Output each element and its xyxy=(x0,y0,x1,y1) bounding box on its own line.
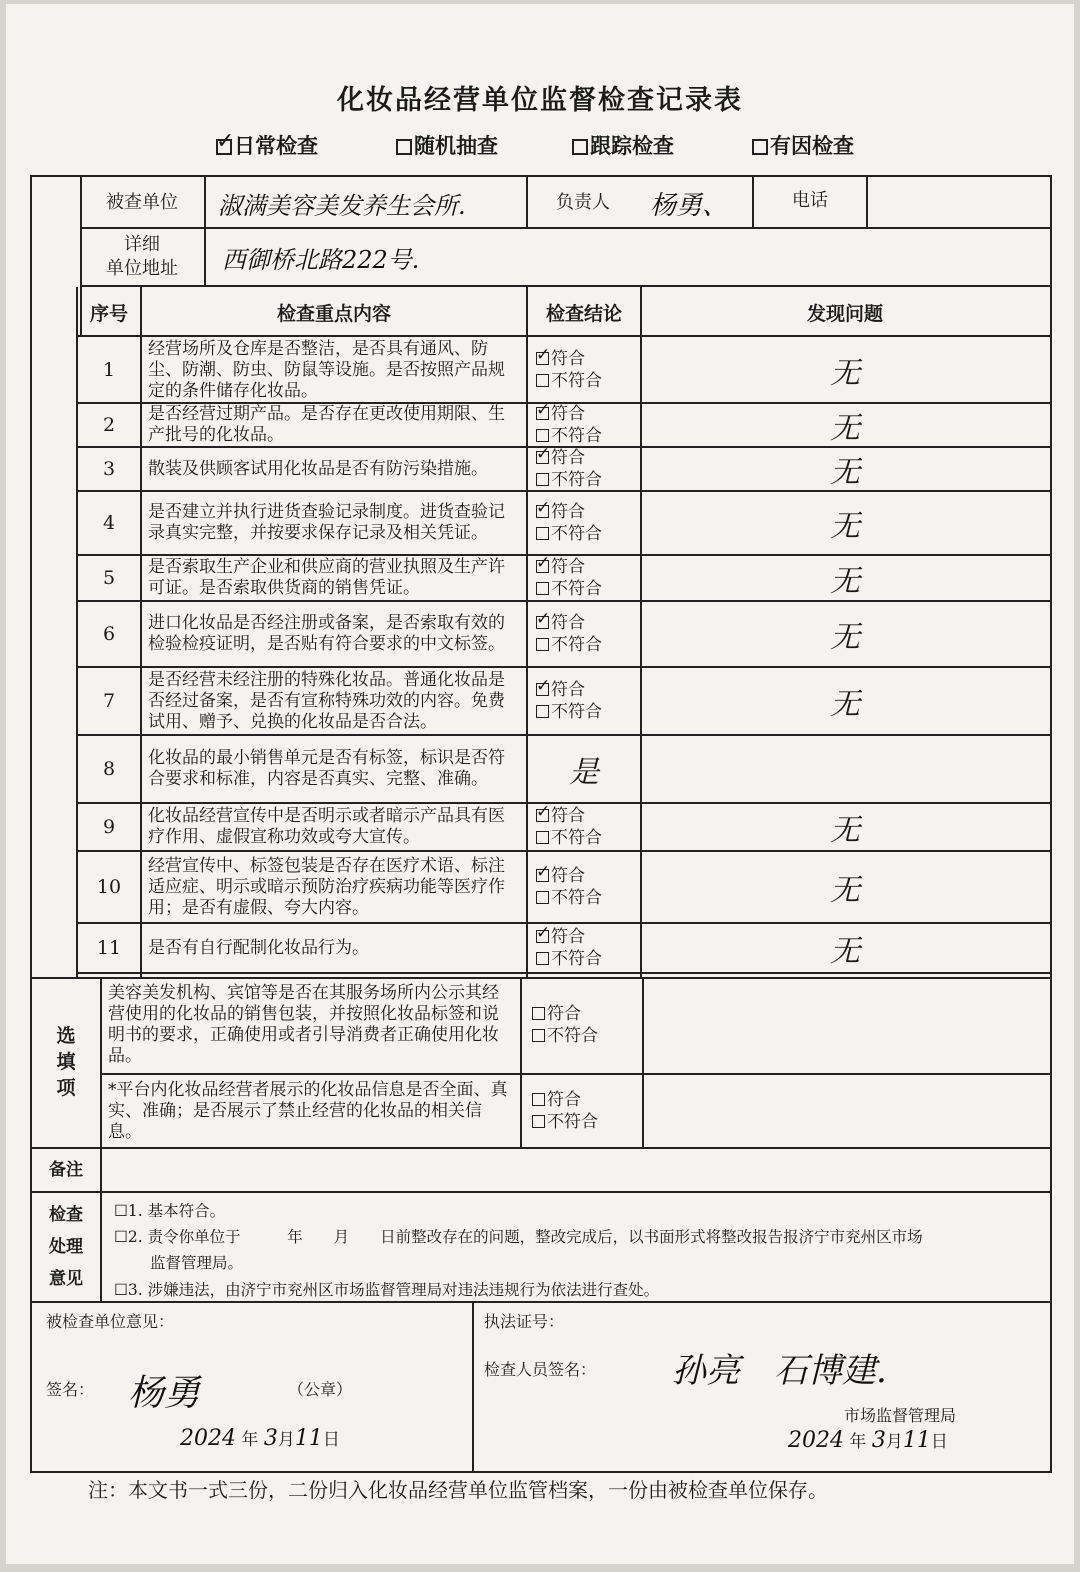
checkbox-icon[interactable] xyxy=(536,582,549,595)
option-fail[interactable]: 不符合 xyxy=(536,425,602,447)
option-pass[interactable]: ✓符合 xyxy=(536,612,585,634)
item-result xyxy=(528,667,640,735)
grid-line xyxy=(76,287,78,977)
checkbox-icon[interactable] xyxy=(572,139,588,155)
optional-label: 选填项 xyxy=(56,1025,76,1099)
checkbox-icon[interactable] xyxy=(536,473,549,486)
checkbox-icon[interactable] xyxy=(536,930,549,943)
option-pass[interactable]: ✓符合 xyxy=(536,348,585,370)
item-issue: 无 xyxy=(830,873,860,908)
grid-line xyxy=(472,1301,474,1473)
grid-line xyxy=(866,177,868,229)
footnote: 注：本文书一式三份，二份归入化妆品经营单位监管档案，一份由被检查单位保存。 xyxy=(88,1478,828,1502)
item-result: 是 xyxy=(569,755,599,790)
item-number: 4 xyxy=(102,512,116,534)
inspector-label: 检查人员签名： xyxy=(484,1360,597,1379)
grid-line xyxy=(32,1301,1052,1303)
agency-date: 2024 年 3月11日 xyxy=(788,1428,948,1453)
option-fail[interactable]: 不符合 xyxy=(536,948,602,970)
grid-line xyxy=(752,177,754,229)
opinion-option-3[interactable]: ☐3. 涉嫌违法，由济宁市兖州区市场监督管理局对违法违规行为依法进行查处。 xyxy=(114,1281,660,1299)
grid-line xyxy=(100,1073,1052,1075)
item-content: 是否经营未经注册的特殊化妆品。普通化妆品是否经过备案，是否有宣称特殊功效的内容。免费试用、赠予、兑换的化妆品是否合法。 xyxy=(148,669,505,732)
phone-label: 电话 xyxy=(792,190,828,211)
checkbox-icon[interactable] xyxy=(396,139,412,155)
type-random[interactable]: 随机抽查 xyxy=(396,130,498,160)
inspection-table xyxy=(30,175,1052,1473)
item-number: 2 xyxy=(102,414,116,436)
type-routine[interactable]: ✓日常检查 xyxy=(216,130,318,160)
item-issue: 无 xyxy=(830,620,860,655)
item-number: 7 xyxy=(102,690,116,712)
option-fail[interactable]: 不符合 xyxy=(532,1025,598,1047)
item-number: 1 xyxy=(102,359,116,381)
unit-value: 淑满美容美发养生会所. xyxy=(218,191,466,220)
grid-line xyxy=(526,287,528,977)
form-title: 化妆品经营单位监督检查记录表 xyxy=(337,85,743,116)
address-value: 西御桥北路222号. xyxy=(222,245,420,274)
phone-value xyxy=(868,177,1048,225)
remarks-label: 备注 xyxy=(49,1160,83,1180)
item-content: 是否建立并执行进货查验记录制度。进货查验记录真实完整，并按要求保存记录及相关凭证。 xyxy=(148,502,505,543)
option-pass[interactable]: 符合 xyxy=(532,1089,581,1111)
checkbox-icon[interactable] xyxy=(536,451,549,464)
optional-result-1 xyxy=(524,977,642,1073)
item-content: 经营场所及仓库是否整洁，是否具有通风、防尘、防潮、防虫、防鼠等设施。是否按照产品规定的条件储存化妆品。 xyxy=(148,338,505,401)
opinion-option-2[interactable]: ☐2. 责令你单位于 年 月 日前整改存在的问题，整改完成后，以书面形式将整改报告报济宁市兖州区市场 xyxy=(114,1228,923,1246)
checkbox-icon[interactable] xyxy=(536,809,549,822)
grid-line xyxy=(80,177,82,337)
item-content: 经营宣传中、标签包装是否存在医疗术语、标注适应症、明示或暗示预防治疗疾病功能等医疗作用；是否有虚假、夸大内容。 xyxy=(148,855,505,918)
col-no: 序号 xyxy=(89,302,128,325)
item-content: 进口化妆品是否经注册或备案，是否索取有效的检验检疫证明，是否贴有符合要求的中文标签。 xyxy=(148,613,505,654)
option-pass[interactable]: ✓符合 xyxy=(536,926,585,948)
seal-label: （公章） xyxy=(288,1380,353,1399)
item-result xyxy=(528,601,640,667)
checkbox-icon[interactable] xyxy=(532,1115,545,1128)
checkbox-icon[interactable] xyxy=(536,616,549,629)
item-number: 8 xyxy=(102,758,116,780)
checkbox-icon[interactable] xyxy=(536,527,549,540)
grid-line xyxy=(76,972,1052,974)
col-issue: 发现问题 xyxy=(806,302,883,325)
unit-sign-label: 签名： xyxy=(46,1380,95,1399)
opinion-option-2-cont: 监督管理局。 xyxy=(150,1254,244,1272)
item-result xyxy=(528,851,640,923)
unit-signature: 杨勇 xyxy=(128,1373,201,1414)
checkbox-icon[interactable] xyxy=(536,891,549,904)
item-issue: 无 xyxy=(830,564,860,599)
person-label: 负责人 xyxy=(556,192,610,213)
item-issue xyxy=(642,735,1048,803)
option-pass[interactable]: ✓符合 xyxy=(536,679,585,701)
option-pass[interactable]: 符合 xyxy=(532,1003,581,1025)
grid-line xyxy=(32,977,1052,979)
option-fail[interactable]: 不符合 xyxy=(536,370,602,392)
checkbox-icon[interactable] xyxy=(536,952,549,965)
option-pass[interactable]: ✓符合 xyxy=(536,865,585,887)
item-result xyxy=(528,447,640,491)
grid-line xyxy=(80,285,1052,287)
item-issue: 无 xyxy=(830,687,860,722)
item-result xyxy=(528,555,640,601)
checkbox-icon[interactable] xyxy=(532,1007,545,1020)
option-pass[interactable]: ✓符合 xyxy=(536,805,585,827)
option-pass[interactable]: ✓符合 xyxy=(536,556,585,578)
item-result xyxy=(528,337,640,403)
address-label: 详细 单位地址 xyxy=(106,234,178,279)
item-result xyxy=(528,403,640,447)
option-pass[interactable]: ✓符合 xyxy=(536,447,585,469)
col-content: 检查重点内容 xyxy=(276,302,391,325)
opinion-label: 检查 处理 意见 xyxy=(49,1205,83,1289)
option-fail[interactable]: 不符合 xyxy=(536,827,602,849)
option-fail[interactable]: 不符合 xyxy=(536,578,602,600)
item-issue: 无 xyxy=(830,411,860,446)
checkbox-icon[interactable] xyxy=(536,638,549,651)
item-content: 化妆品经营宣传中是否明示或者暗示产品具有医疗作用、虚假宣称功效或夸大宣传。 xyxy=(148,806,505,847)
item-number: 11 xyxy=(96,937,122,959)
option-pass[interactable]: ✓符合 xyxy=(536,403,585,425)
option-fail[interactable]: 不符合 xyxy=(536,523,602,545)
checkbox-icon[interactable] xyxy=(752,139,768,155)
item-content: 化妆品的最小销售单元是否有标签，标识是否符合要求和标准，内容是否真实、完整、准确。 xyxy=(148,748,505,789)
item-number: 9 xyxy=(102,816,116,838)
optional-result-2 xyxy=(524,1075,642,1147)
option-fail[interactable]: 不符合 xyxy=(532,1111,598,1133)
checkbox-icon[interactable] xyxy=(532,1093,545,1106)
grid-line xyxy=(32,1147,1052,1149)
item-number: 6 xyxy=(102,623,116,645)
item-result xyxy=(528,491,640,555)
optional-item-1: 美容美发机构、宾馆等是否在其服务场所内公示其经营使用的化妆品的销售包装，并按照化妆品标签和说明书的要求，正确使用或者引导消费者正确使用化妆品。 xyxy=(108,983,499,1066)
item-number: 5 xyxy=(102,567,116,589)
checkbox-icon[interactable] xyxy=(536,869,549,882)
checkbox-icon[interactable] xyxy=(536,429,549,442)
item-issue: 无 xyxy=(830,813,860,848)
checkbox-icon[interactable] xyxy=(216,139,232,155)
grid-line xyxy=(640,287,642,977)
option-fail[interactable]: 不符合 xyxy=(536,634,602,656)
grid-line xyxy=(204,177,206,287)
item-content: 散装及供顾客试用化妆品是否有防污染措施。 xyxy=(148,458,488,479)
grid-line xyxy=(32,1191,1052,1193)
grid-line xyxy=(100,977,102,1303)
item-result xyxy=(528,803,640,851)
item-number: 3 xyxy=(102,458,116,480)
optional-item-2: *平台内化妆品经营者展示的化妆品信息是否全面、真实、准确；是否展示了禁止经营的化妆品的相关信息。 xyxy=(108,1079,508,1142)
item-issue: 无 xyxy=(830,356,860,391)
grid-line xyxy=(642,977,644,1149)
cert-label: 执法证号： xyxy=(484,1312,565,1331)
checkbox-icon[interactable] xyxy=(536,683,549,696)
checkbox-icon[interactable] xyxy=(536,352,549,365)
unit-opinion-label: 被检查单位意见： xyxy=(46,1312,175,1331)
checkbox-icon[interactable] xyxy=(536,560,549,573)
checkbox-icon[interactable] xyxy=(532,1029,545,1042)
item-content: 是否索取生产企业和供应商的营业执照及生产许可证。是否索取供货商的销售凭证。 xyxy=(148,557,505,598)
option-fail[interactable]: 不符合 xyxy=(536,469,602,491)
unit-label: 被查单位 xyxy=(106,192,178,213)
item-number: 10 xyxy=(96,876,122,898)
agency-label: 市场监督管理局 xyxy=(844,1406,957,1425)
item-content: 是否有自行配制化妆品行为。 xyxy=(148,937,369,958)
checkbox-icon[interactable] xyxy=(536,374,549,387)
option-fail[interactable]: 不符合 xyxy=(536,701,602,723)
option-pass[interactable]: ✓符合 xyxy=(536,501,585,523)
unit-date: 2024 年 3月11日 xyxy=(180,1426,340,1451)
item-issue: 无 xyxy=(830,934,860,969)
grid-line xyxy=(526,177,528,229)
grid-line xyxy=(76,335,1052,337)
checkbox-icon[interactable] xyxy=(536,705,549,718)
type-cause[interactable]: 有因检查 xyxy=(752,130,854,160)
col-result: 检查结论 xyxy=(545,302,622,325)
checkbox-icon[interactable] xyxy=(536,407,549,420)
person-value: 杨勇、 xyxy=(650,190,729,221)
grid-line xyxy=(80,227,1052,229)
remarks-value xyxy=(104,1149,1048,1191)
item-issue: 无 xyxy=(830,509,860,544)
item-content: 是否经营过期产品。是否存在更改使用期限、生产批号的化妆品。 xyxy=(148,404,505,445)
item-issue: 无 xyxy=(830,455,860,490)
item-result xyxy=(528,923,640,973)
checkbox-icon[interactable] xyxy=(536,505,549,518)
grid-line xyxy=(140,287,142,977)
type-followup[interactable]: 跟踪检查 xyxy=(572,130,674,160)
inspector-signatures: 孙亮 石博建. xyxy=(672,1351,887,1391)
option-fail[interactable]: 不符合 xyxy=(536,887,602,909)
checkbox-icon[interactable] xyxy=(536,831,549,844)
grid-line xyxy=(520,977,522,1149)
opinion-option-1[interactable]: ☐1. 基本符合。 xyxy=(114,1202,226,1220)
